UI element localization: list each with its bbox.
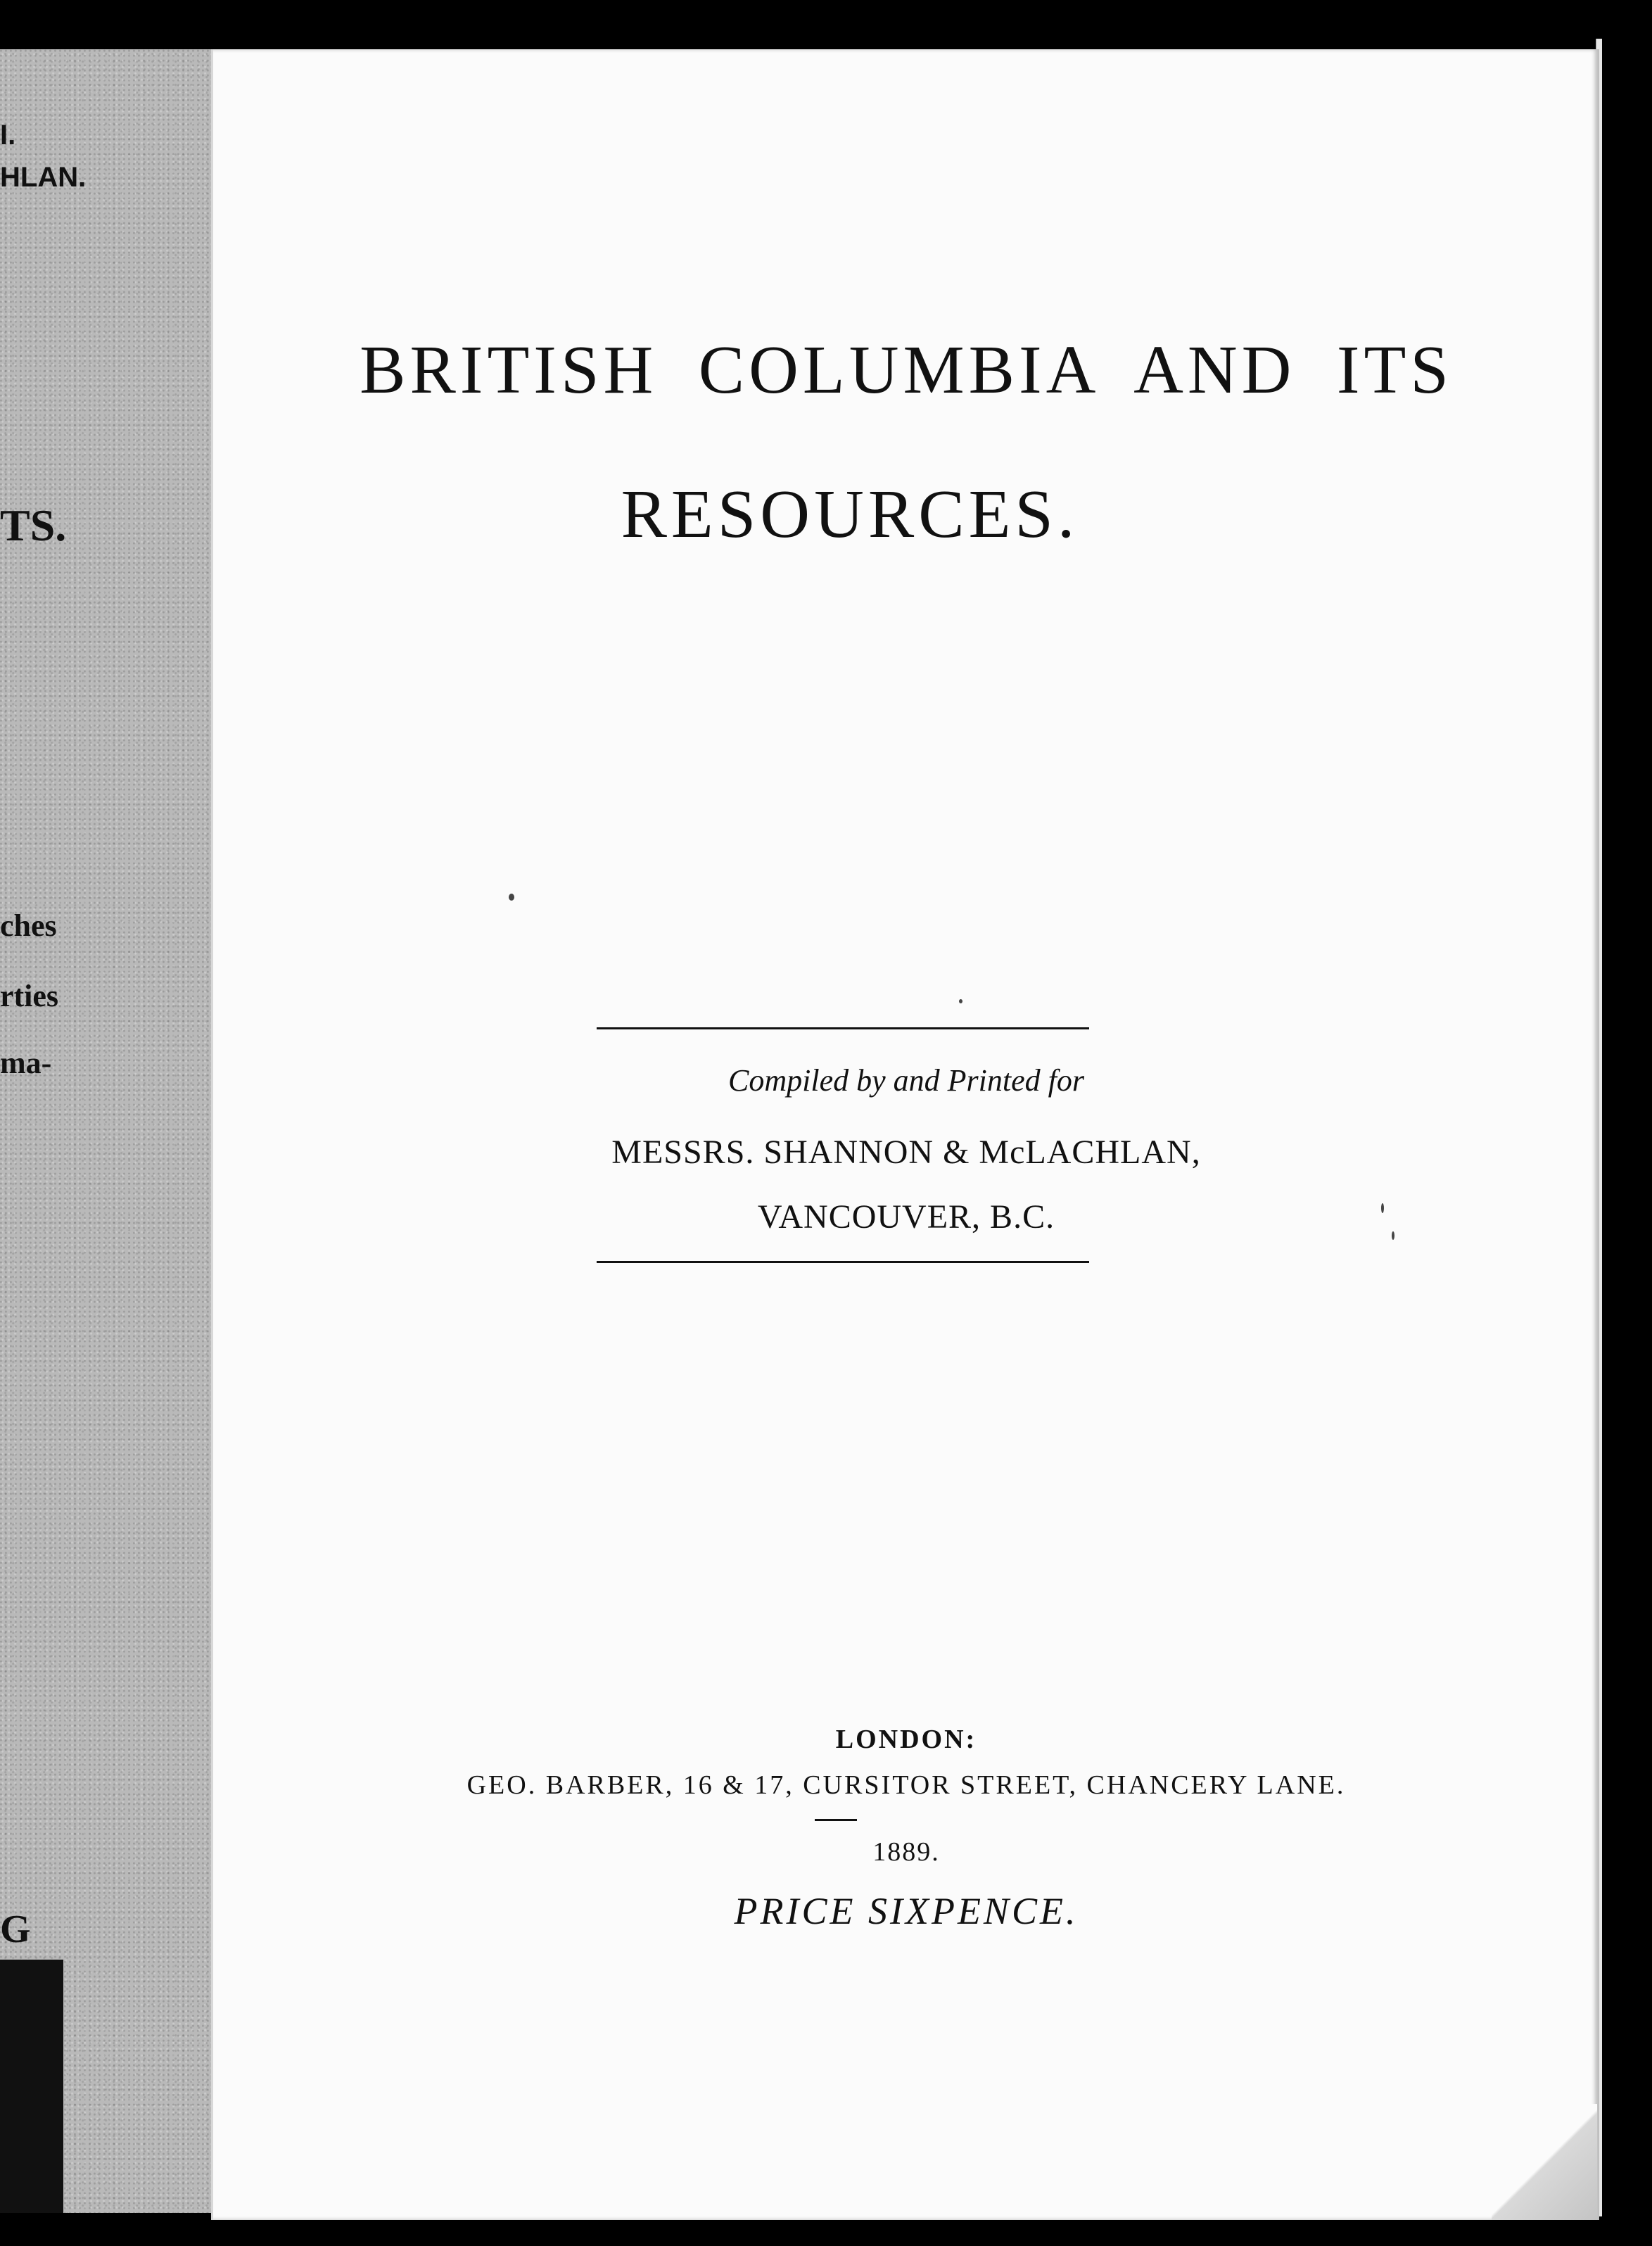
page-corner-fold xyxy=(1492,2104,1597,2220)
price-line: PRICE SIXPENCE. xyxy=(734,1890,1079,1932)
compiled-by-line: Compiled by and Printed for xyxy=(728,1063,1084,1098)
title-page xyxy=(211,49,1599,2220)
divider-rule-small xyxy=(815,1819,857,1821)
speck xyxy=(959,999,962,1003)
backing-board xyxy=(0,49,211,2213)
publication-year: 1889. xyxy=(872,1837,940,1867)
divider-rule-top xyxy=(597,1027,1089,1029)
backing-text-fragment: G xyxy=(0,1908,31,1951)
publisher-line: GEO. BARBER, 16 & 17, CURSITOR STREET, CHANCERY LANE. xyxy=(466,1770,1346,1800)
speck xyxy=(509,894,514,901)
title-line-2: RESOURCES. xyxy=(621,476,1079,552)
backing-dark-edge xyxy=(0,1960,63,2213)
publication-city: LONDON: xyxy=(835,1725,977,1754)
backing-text-fragment: TS. xyxy=(0,500,67,550)
backing-text-fragment: ches xyxy=(0,908,57,943)
divider-rule-bottom xyxy=(597,1261,1089,1263)
backing-text-fragment: rties xyxy=(0,979,59,1013)
location-line: VANCOUVER, B.C. xyxy=(757,1198,1055,1236)
messrs-line: MESSRS. SHANNON & McLACHLAN, xyxy=(611,1134,1201,1171)
title-line-1: BRITISH COLUMBIA AND ITS xyxy=(360,332,1453,408)
backing-text-fragment: I. xyxy=(0,120,16,151)
backing-text-fragment: ma- xyxy=(0,1046,52,1080)
backing-text-fragment: HLAN. xyxy=(0,162,87,193)
